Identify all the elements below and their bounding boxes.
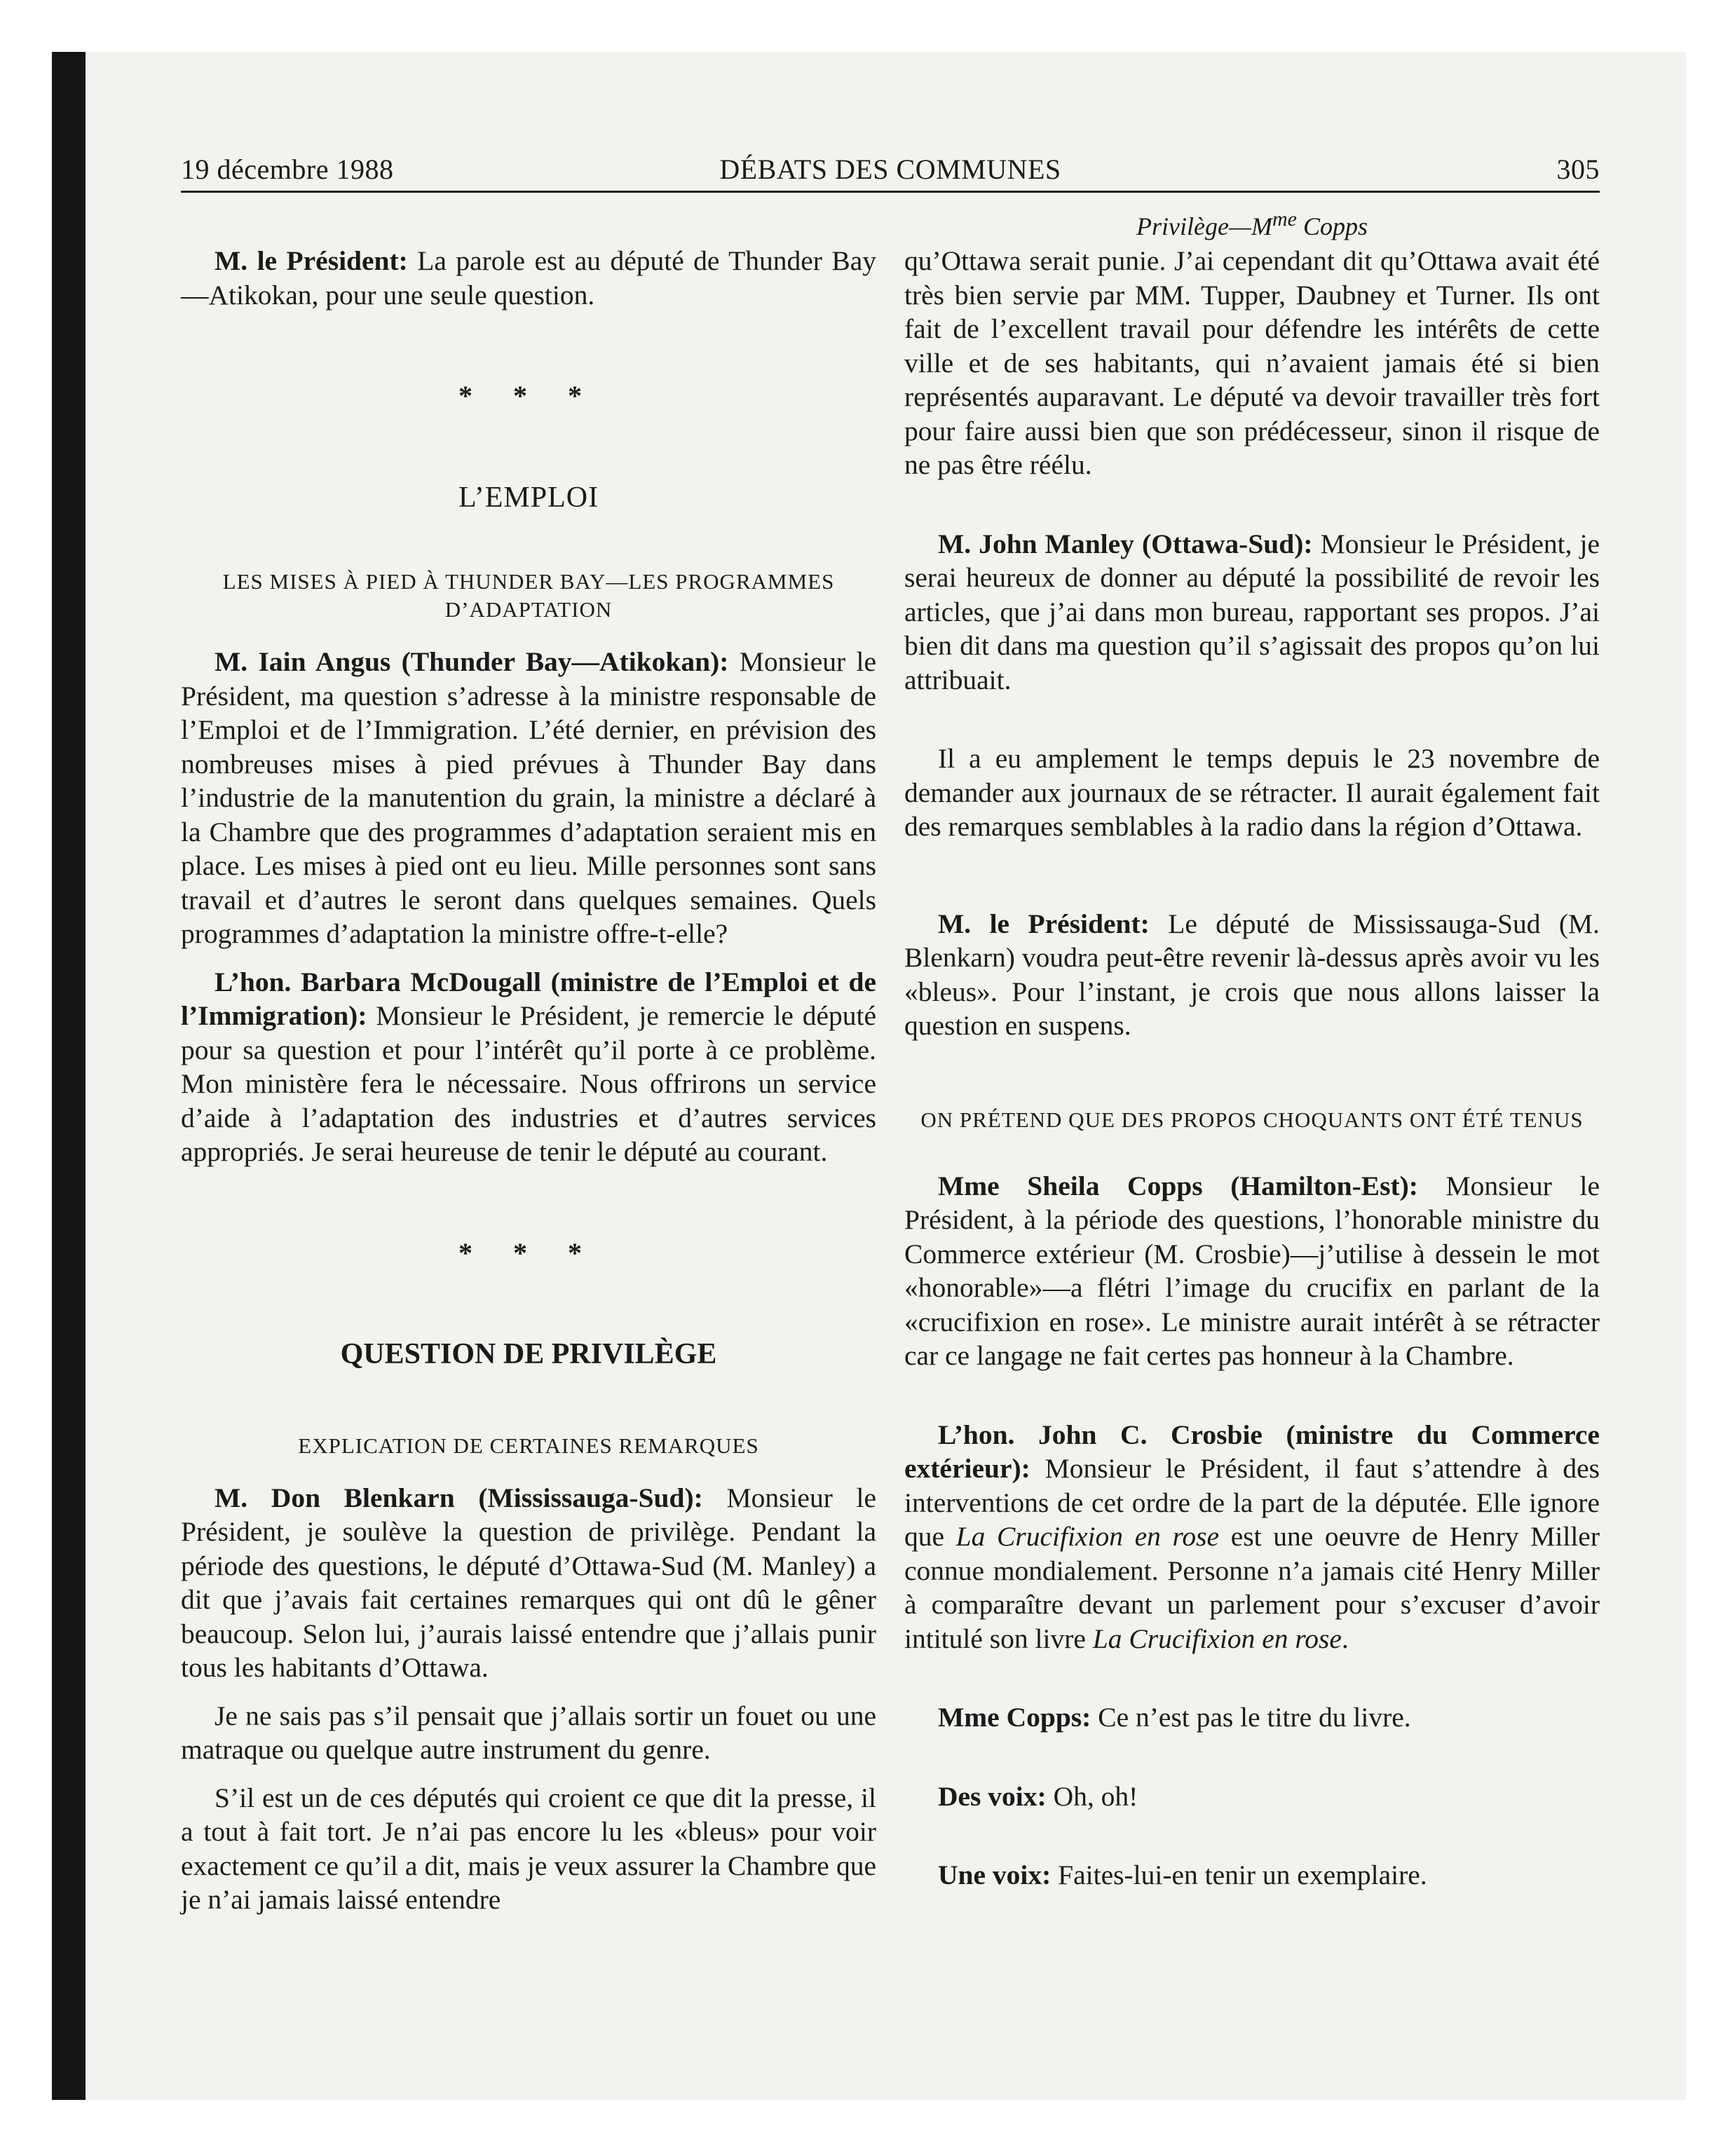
speaker: Une voix: — [938, 1860, 1052, 1890]
section-head-text: $Privilège—M^{me}$ Copps — [1136, 207, 1368, 240]
paragraph-text: Monsieur le Président, je serai heureux de donner au député la possibilité de revoir les articles, que j’ai dans mon bureau, rapportant ses propos. J’ai bien dit dans ma question qu’il s’agissait des propos qu’on lui attribuait. — [904, 528, 1600, 695]
speaker: L’hon. John C. Crosbie (ministre du Commerce extérieur): — [904, 1419, 1600, 1484]
page-number: 305 — [1556, 153, 1600, 185]
paragraph-text: Monsieur le Président, je remercie le député pour sa question et pour l’intérêt qu’il porte à ce problème. Mon ministère fera le nécessaire. Nous offrirons un service d’aide à l’adaptation des industries et d’autres services appropriés. Je serai heureuse de tenir le député au courant. — [181, 1000, 876, 1167]
paragraph-text: La parole est au député de Thunder Bay—Atikokan, pour une seule question. — [181, 245, 877, 311]
paragraph-text: Monsieur le Président, je soulève la question de privilège. Pendant la période des questions, le député d’Ottawa-Sud (M. Manley) a dit que j’avais fait certaines remarques qui ont dû le gêner beaucoup. Selon lui, j’aurais laissé entendre que j’allais punir tous les habitants d’Ottawa. — [181, 1482, 876, 1683]
book-title: La Crucifixion en rose — [1092, 1623, 1342, 1654]
paragraph — [181, 645, 876, 951]
speaker: M. John Manley (Ottawa-Sud): — [938, 528, 1313, 559]
paragraph — [181, 244, 876, 312]
header-date: 19 décembre 1988 — [181, 153, 394, 185]
section-head — [904, 207, 1600, 241]
paragraph-text: Faites-lui-en tenir un exemplaire. — [1051, 1860, 1427, 1890]
paragraph: Je ne sais pas s’il pensait que j’allais sortir un fouet ou une matraque ou quelque autre instrument du genre. — [181, 1700, 876, 1765]
speaker: L’hon. Barbara McDougall (ministre de l’Emploi et de l’Immigration): — [181, 966, 876, 1031]
book-title: La Crucifixion en rose — [955, 1521, 1220, 1552]
paragraph: qu’Ottawa serait punie. J’ai cependant dit qu’Ottawa avait été très bien servie par MM. Tupper, Daubney et Turner. Ils ont fait de l’excellent travail pour défendre les intérêts de cette ville et de ses habitants, qui n’avaient jamais été si bien représentés auparavant. Le député va devoir travailler très fort pour faire aussi bien que son prédécesseur, sinon il risque de ne pas être réélu. — [904, 245, 1600, 480]
left-column — [181, 244, 876, 1982]
header-title: DÉBATS DES COMMUNES — [719, 153, 1061, 185]
paragraph — [181, 1481, 876, 1685]
paragraph — [181, 965, 876, 1169]
subheading-propos-choquants: ON PRÉTEND QUE DES PROPOS CHOQUANTS ONT ÉTÉ TENUS — [920, 1107, 1584, 1132]
subheading-explication: EXPLICATION DE CERTAINES REMARQUES — [298, 1433, 759, 1458]
paragraph — [904, 1169, 1600, 1373]
paragraph-text: Le député de Mississauga-Sud (M. Blenkarn) voudra peut-être revenir là-dessus après avoir vu les «bleus». Pour l’instant, je crois que nous allons laisser la question en suspens. — [904, 908, 1600, 1041]
paragraph — [904, 1700, 1600, 1735]
paragraph-text: Oh, oh! — [1046, 1780, 1138, 1812]
paragraph-text: . — [1341, 1623, 1349, 1654]
scan-margin-bottom — [52, 2100, 1735, 2156]
subheading-mises-a-pied: LES MISES À PIED À THUNDER BAY—LES PROGRAMMES D’ADAPTATION — [222, 569, 835, 622]
section-separator: * * * — [458, 1236, 599, 1269]
paragraph — [904, 1780, 1600, 1814]
paragraph: Il a eu amplement le temps depuis le 23 novembre de demander aux journaux de se rétracter. Il aurait également fait des remarques semblables à la radio dans la région d’Ottawa. — [904, 743, 1600, 842]
speaker: M. le Président: — [938, 908, 1150, 939]
paragraph — [904, 907, 1600, 1043]
paragraph — [904, 1418, 1600, 1656]
speaker: Mme Sheila Copps (Hamilton-Est): — [938, 1170, 1418, 1201]
right-column — [904, 244, 1600, 1982]
speaker: Des voix: — [938, 1780, 1047, 1812]
section-separator: * * * — [458, 380, 599, 411]
paragraph-text: Monsieur le Président, il faut s’attendre à des interventions de cet ordre de la part de la députée. Elle ignore que — [904, 1453, 1600, 1552]
heading-emploi: L’EMPLOI — [458, 481, 599, 514]
paragraph — [904, 1858, 1600, 1892]
paragraph-text: Ce n’est pas le titre du livre. — [1091, 1702, 1411, 1733]
scan-shadow-left — [52, 52, 86, 2100]
speaker: M. Iain Angus (Thunder Bay—Atikokan): — [215, 646, 729, 677]
speaker: Mme Copps: — [938, 1702, 1091, 1733]
running-head — [181, 153, 1600, 193]
heading-question-de-privilege: QUESTION DE PRIVILÈGE — [340, 1338, 717, 1370]
paragraph-text: est une oeuvre de Henry Miller connue mondialement. Personne n’a jamais cité Henry Miller à comparaître devant un parlement pour s’excuser d’avoir intitulé son livre — [904, 1521, 1600, 1654]
scan-margin-top — [0, 0, 1735, 52]
paragraph-text: Monsieur le Président, ma question s’adresse à la ministre responsable de l’Emploi et de l’Immigration. L’été dernier, en prévision des nombreuses mises à pied prévues à Thunder Bay dans l’industrie de la manutention du grain, la ministre a déclaré à la Chambre que des programmes d’adaptation seraient mis en place. Les mises à pied ont eu lieu. Mille personnes sont sans travail et d’autres le seront dans quelques semaines. Quels programmes d’adaptation la ministre offre-t-elle? — [181, 646, 876, 949]
speaker: M. le Président: — [215, 245, 408, 276]
paragraph — [904, 527, 1600, 697]
paragraph-text: Monsieur le Président, à la période des questions, l’honorable ministre du Commerce extérieur (M. Crosbie)—j’utilise à dessein le mot «honorable»—a flétri l’image du crucifix en parlant de la «crucifixion en rose». Le ministre aurait intérêt à se rétracter car ce langage ne fait certes pas honneur à la Chambre. — [904, 1170, 1600, 1371]
speaker: M. Don Blenkarn (Mississauga-Sud): — [215, 1482, 703, 1513]
paragraph: S’il est un de ces députés qui croient ce que dit la presse, il a tout à fait tort. Je n’ai pas encore lu les «bleus» pour voir exactement ce qu’il a dit, mais je veux assurer la Chambre que je n’ai jamais laissé entendre — [181, 1782, 876, 1915]
